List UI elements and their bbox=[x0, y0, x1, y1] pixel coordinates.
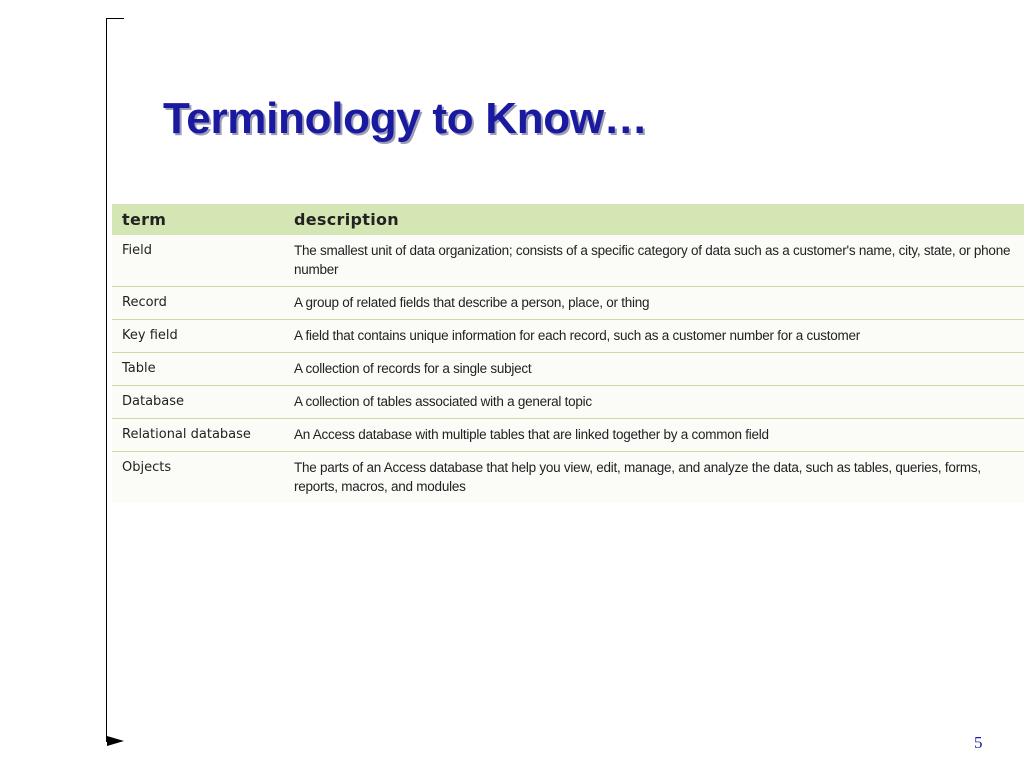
term-cell: Record bbox=[112, 287, 284, 320]
slide-frame-corner bbox=[106, 18, 124, 19]
description-column-header: description bbox=[284, 204, 1024, 235]
term-cell: Field bbox=[112, 235, 284, 287]
table-row bbox=[112, 320, 1024, 353]
table-header-row bbox=[112, 204, 1024, 235]
description-cell: The smallest unit of data organization; consists of a specific category of data such as a customer's name, city, state, or phone number bbox=[284, 235, 1024, 287]
term-column-header: term bbox=[112, 204, 284, 235]
term-cell: Database bbox=[112, 386, 284, 419]
description-cell: An Access database with multiple tables that are linked together by a common field bbox=[284, 419, 1024, 452]
slide-frame-arrow-icon bbox=[107, 736, 124, 746]
term-cell: Objects bbox=[122, 460, 172, 475]
slide-frame-line bbox=[106, 18, 107, 742]
table-row bbox=[112, 386, 1024, 419]
table-row bbox=[112, 452, 1024, 504]
table-row bbox=[112, 353, 1024, 386]
description-cell: A group of related fields that describe a person, place, or thing bbox=[284, 287, 1024, 320]
slide-title: Terminology to Know… bbox=[163, 94, 648, 143]
description-cell: A collection of records for a single subject bbox=[284, 353, 1024, 386]
term-cell: Key field bbox=[112, 320, 284, 353]
page-number: 5 bbox=[974, 733, 983, 752]
table-row bbox=[112, 235, 1024, 287]
table-row bbox=[112, 287, 1024, 320]
terminology-table bbox=[112, 204, 1024, 503]
term-cell: Table bbox=[112, 353, 284, 386]
description-cell: The parts of an Access database that help you view, edit, manage, and analyze the data, such as tables, queries, forms, reports, macros, and modules bbox=[294, 460, 981, 494]
table-row bbox=[112, 419, 1024, 452]
term-cell: Relational database bbox=[112, 419, 284, 452]
description-cell: A collection of tables associated with a general topic bbox=[284, 386, 1024, 419]
description-cell: A field that contains unique information for each record, such as a customer number for a customer bbox=[284, 320, 1024, 353]
